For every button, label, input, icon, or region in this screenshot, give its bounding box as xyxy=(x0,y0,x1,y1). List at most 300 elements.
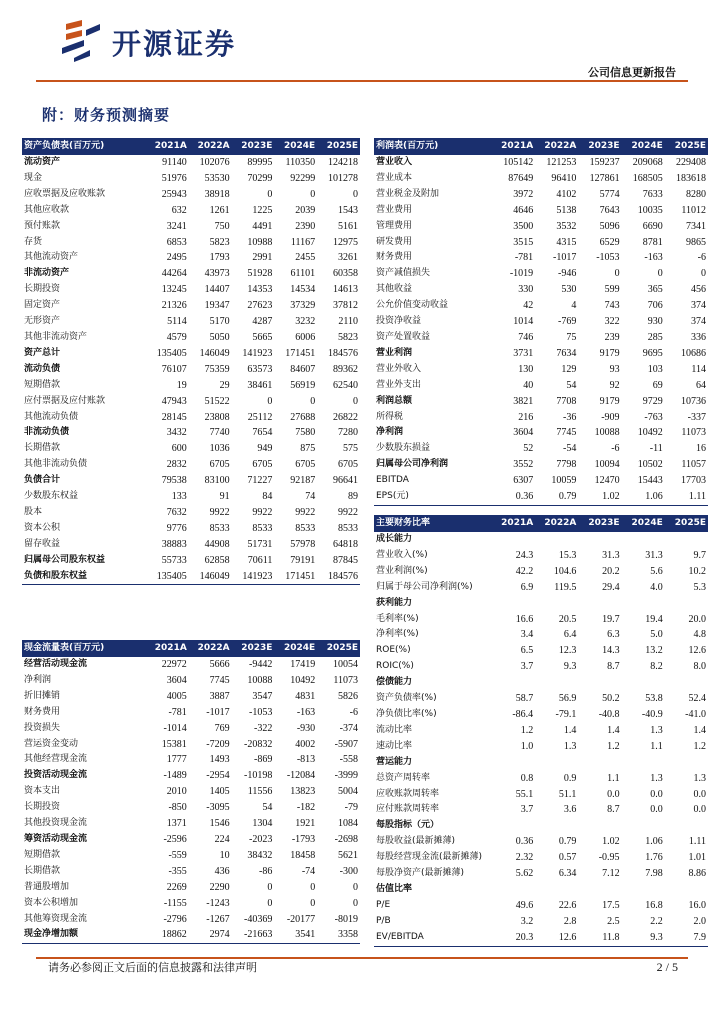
table-row xyxy=(22,394,360,410)
table-row xyxy=(374,250,708,266)
cell-value: 0 xyxy=(310,188,316,200)
table-row xyxy=(374,659,708,675)
cell-value: 9776 xyxy=(166,522,187,534)
table-header-row xyxy=(374,138,708,155)
table-row xyxy=(22,505,360,521)
cell-value: 141923 xyxy=(242,347,273,359)
cell-value: -322 xyxy=(254,722,273,734)
cell-value: 38432 xyxy=(247,849,273,861)
cell-value: 1.4 xyxy=(563,724,577,736)
cell-value: 146049 xyxy=(189,569,232,585)
cell-value: 101278 xyxy=(328,172,358,184)
cell-value: 4002 xyxy=(295,738,316,750)
row-label: 固定资产 xyxy=(24,300,61,311)
cell-value: -12084 xyxy=(286,770,316,782)
cell-value: 12470 xyxy=(594,475,620,487)
cell-value: 89995 xyxy=(247,157,273,168)
cell-value: 5170 xyxy=(209,316,230,328)
table-row xyxy=(22,346,360,362)
cell-value: 0.0 xyxy=(650,804,663,816)
cell-value: 10492 xyxy=(290,674,316,686)
cell-value: 12.3 xyxy=(558,645,577,657)
cell-value: 1.02 xyxy=(578,489,621,505)
table-row xyxy=(374,930,708,946)
cell-value: 2495 xyxy=(166,252,187,264)
row-label: 资产减值损失 xyxy=(376,268,431,279)
row-label: 资本公积增加 xyxy=(24,897,79,908)
table-header-row xyxy=(22,138,360,155)
cell-value: 7.9 xyxy=(665,930,708,946)
cell-value: -86 xyxy=(259,865,273,877)
cell-value: 1777 xyxy=(166,754,187,766)
row-label: 存货 xyxy=(24,236,43,247)
cell-value: 7708 xyxy=(556,395,577,407)
cell-value: 87649 xyxy=(508,172,534,184)
cell-value: 7654 xyxy=(252,427,273,439)
table-row xyxy=(22,314,360,330)
cell-value: 1371 xyxy=(166,818,187,830)
table-title: 资产负债表(百万元) xyxy=(22,138,146,155)
cell-value: 456 xyxy=(691,284,706,296)
cell-value: 38918 xyxy=(204,188,230,200)
row-label: 资产处置收益 xyxy=(376,331,431,342)
cell-value: 51928 xyxy=(247,268,273,280)
row-label: 长期借款 xyxy=(24,865,61,876)
cell-value: 7632 xyxy=(166,506,187,518)
cell-value: 75 xyxy=(566,331,577,343)
year-header: 2023E xyxy=(232,640,275,657)
row-label: 非流动负债 xyxy=(24,427,70,438)
row-label: 营业利润 xyxy=(376,347,413,358)
cell-value: 2039 xyxy=(295,204,316,216)
row-label: 短期借款 xyxy=(24,379,61,390)
cell-value: 6705 xyxy=(209,459,230,471)
cell-value xyxy=(492,755,535,771)
cell-value: 1921 xyxy=(295,818,316,830)
cell-value: 322 xyxy=(604,316,620,328)
cell-value: 2290 xyxy=(209,881,230,893)
cell-value: 79538 xyxy=(161,475,187,487)
cell-value: 27623 xyxy=(247,300,273,312)
cell-value: 3515 xyxy=(513,236,534,248)
cell-value: -0.95 xyxy=(598,852,620,864)
table-row xyxy=(374,866,708,882)
cell-value: 1261 xyxy=(209,204,230,216)
cell-value: 5096 xyxy=(599,220,620,232)
cell-value: 3241 xyxy=(166,220,187,232)
cell-value: 84607 xyxy=(290,363,316,375)
cell-value: 6006 xyxy=(295,331,316,343)
row-label: 应付账款周转率 xyxy=(376,804,440,815)
cell-value: 3604 xyxy=(513,427,534,439)
cell-value: 2269 xyxy=(166,881,187,893)
year-header: 2025E xyxy=(665,515,708,532)
row-label: 营业税金及附加 xyxy=(376,188,440,199)
row-label: EPS(元) xyxy=(374,489,492,505)
cell-value: 6.5 xyxy=(520,645,534,657)
cell-value: -3095 xyxy=(206,802,230,814)
cell-value: 14534 xyxy=(290,284,316,296)
row-label: 每股收益(最新摊薄) xyxy=(376,836,456,847)
cell-value xyxy=(578,532,621,548)
cell-value: 135405 xyxy=(146,569,189,585)
table-row xyxy=(22,171,360,187)
cell-value: 3.7 xyxy=(520,804,534,816)
table-row xyxy=(374,627,708,643)
cell-value: 3552 xyxy=(513,459,534,471)
row-label: 股本 xyxy=(24,506,43,517)
cell-value: -930 xyxy=(296,722,316,734)
cell-value: 16.6 xyxy=(515,613,534,625)
cell-value: 1.02 xyxy=(602,836,620,848)
cell-value: 4.8 xyxy=(693,629,706,641)
table-row xyxy=(374,457,708,473)
cell-value: 0 xyxy=(353,395,358,407)
cell-value: -2698 xyxy=(334,833,358,845)
cell-value: 374 xyxy=(691,316,706,328)
cell-value xyxy=(665,596,708,612)
cell-value: 10035 xyxy=(637,204,663,216)
cell-value: 2010 xyxy=(166,786,187,798)
cell-value: 130 xyxy=(518,363,534,375)
cell-value: -7209 xyxy=(206,738,230,750)
cell-value: 2974 xyxy=(189,927,232,943)
row-label: 其他非流动负债 xyxy=(24,459,88,470)
row-label: 筹资活动现金流 xyxy=(24,833,88,844)
table-row xyxy=(22,425,360,441)
cell-value: 9922 xyxy=(295,506,316,518)
cell-value: 8.2 xyxy=(650,661,663,673)
cell-value: 146049 xyxy=(199,347,230,359)
logo-text: 开源证券 xyxy=(112,27,237,61)
table-row xyxy=(22,800,360,816)
cell-value: 26822 xyxy=(333,411,358,423)
table-row xyxy=(374,219,708,235)
cell-value: 1.2 xyxy=(693,740,706,752)
cell-value: 75359 xyxy=(204,363,230,375)
year-header: 2023E xyxy=(578,138,621,155)
cell-value: 0 xyxy=(353,897,358,909)
year-header: 2022A xyxy=(535,515,578,532)
cell-value: 4287 xyxy=(252,316,273,328)
cell-value: 54 xyxy=(262,802,273,814)
row-label: 长期投资 xyxy=(24,284,61,295)
cell-value: 9729 xyxy=(642,395,663,407)
cell-value: 0.36 xyxy=(492,489,535,505)
cell-value xyxy=(492,596,535,612)
cell-value: 184576 xyxy=(317,569,360,585)
cell-value: 0 xyxy=(267,188,273,200)
table-row xyxy=(374,489,708,505)
row-label: P/E xyxy=(376,899,391,910)
row-label: 利润总额 xyxy=(376,395,413,406)
cell-value: 96641 xyxy=(333,475,358,487)
table-row xyxy=(374,473,708,489)
table-row xyxy=(22,896,360,912)
cell-value: 124218 xyxy=(328,157,358,168)
cell-value xyxy=(578,675,621,691)
cell-value: 19 xyxy=(176,379,187,391)
cell-value: 92299 xyxy=(290,172,316,184)
table-row xyxy=(22,282,360,298)
cell-value: 0.79 xyxy=(558,836,577,848)
cell-value: 7341 xyxy=(686,220,706,232)
year-header: 2022A xyxy=(535,138,578,155)
cell-value: 2390 xyxy=(295,220,316,232)
cell-value: 10736 xyxy=(681,395,706,407)
row-label: 预付账款 xyxy=(24,220,61,231)
cell-value: 70611 xyxy=(247,554,273,566)
cell-value: 14407 xyxy=(204,284,230,296)
cell-value: 285 xyxy=(647,331,663,343)
cell-value: 949 xyxy=(257,443,273,455)
row-label: 营业外收入 xyxy=(376,363,422,374)
row-label: 其他筹资现金流 xyxy=(24,913,88,924)
row-label: 营业收入 xyxy=(376,157,413,167)
row-label: 营业利润(%) xyxy=(376,565,428,576)
cell-value: 0 xyxy=(657,268,663,280)
cell-value: 336 xyxy=(691,331,706,343)
row-label: 非流动资产 xyxy=(24,268,70,279)
cell-value: 875 xyxy=(300,443,316,455)
cell-value: 84 xyxy=(262,491,273,503)
cell-value: 1084 xyxy=(338,818,358,830)
cell-value: -54 xyxy=(563,443,577,455)
row-label: 研发费用 xyxy=(376,236,413,247)
cell-value: 18862 xyxy=(146,927,189,943)
row-label: 投资活动现金流 xyxy=(24,770,88,781)
cell-value: 56919 xyxy=(290,379,316,391)
row-label: 少数股东权益 xyxy=(24,491,79,502)
cell-value: 37812 xyxy=(333,300,358,312)
cell-value: -1017 xyxy=(553,252,577,264)
table-row xyxy=(22,235,360,251)
cell-value: 1014 xyxy=(513,316,534,328)
row-label: 营业外支出 xyxy=(376,379,422,390)
cell-value: 7798 xyxy=(556,459,577,471)
table-row xyxy=(374,771,708,787)
row-label: 营业收入(%) xyxy=(376,549,428,560)
cell-value: 38461 xyxy=(247,379,273,391)
cell-value: 374 xyxy=(691,300,706,312)
cell-value: 18458 xyxy=(290,849,316,861)
table-row xyxy=(22,362,360,378)
cell-value: 4005 xyxy=(166,690,187,702)
cell-value: 44264 xyxy=(161,268,187,280)
row-label: 长期投资 xyxy=(24,802,61,813)
table-row xyxy=(374,755,708,771)
cell-value: 1.06 xyxy=(622,489,665,505)
cell-value: 9922 xyxy=(252,506,273,518)
row-label: 普通股增加 xyxy=(24,881,70,892)
cell-value: 7745 xyxy=(209,674,230,686)
cell-value: 10492 xyxy=(637,427,663,439)
cell-value: 14.3 xyxy=(602,645,620,657)
row-label: 无形资产 xyxy=(24,316,61,327)
year-header: 2023E xyxy=(232,138,275,155)
cell-value: 63573 xyxy=(247,363,273,375)
cell-value: -1267 xyxy=(206,913,230,925)
cell-value: -1793 xyxy=(291,833,316,845)
cell-value: -41.0 xyxy=(685,708,706,720)
cell-value: 3731 xyxy=(513,347,534,359)
table-row xyxy=(374,282,708,298)
cell-value: 31.3 xyxy=(645,549,663,561)
year-header: 2022A xyxy=(189,640,232,657)
cell-value: 1036 xyxy=(209,443,230,455)
cell-value: 706 xyxy=(647,300,663,312)
cell-value: 29 xyxy=(219,379,230,391)
cell-value xyxy=(492,532,535,548)
cell-value: -20177 xyxy=(286,913,316,925)
cell-value: 55733 xyxy=(161,554,187,566)
cell-value: -2023 xyxy=(249,833,273,845)
cell-value: 114 xyxy=(691,363,706,375)
balance-sheet-table xyxy=(22,138,360,585)
table-row xyxy=(374,802,708,818)
cell-value: 2110 xyxy=(338,316,358,328)
cell-value: 10686 xyxy=(681,347,706,359)
row-label: 归属母公司净利润 xyxy=(376,459,449,470)
cell-value: 15381 xyxy=(161,738,187,750)
cell-value: 8.0 xyxy=(693,661,706,673)
table-row xyxy=(374,723,708,739)
year-header: 2025E xyxy=(317,640,360,657)
row-label: 负债合计 xyxy=(24,475,61,486)
cell-value: 0 xyxy=(267,897,273,909)
table-row xyxy=(374,266,708,282)
table-title: 利润表(百万元) xyxy=(374,138,492,155)
table-row xyxy=(374,850,708,866)
cell-value: 575 xyxy=(343,443,358,455)
cell-value: -3999 xyxy=(334,770,358,782)
cell-value: 12.6 xyxy=(688,645,706,657)
row-label: 财务费用 xyxy=(24,706,61,717)
cell-value: 6705 xyxy=(295,459,316,471)
table-row xyxy=(374,643,708,659)
cell-value: 89362 xyxy=(333,363,358,375)
row-label: 短期借款 xyxy=(24,849,61,860)
row-label: EV/EBITDA xyxy=(374,930,492,946)
cell-value: 55.1 xyxy=(515,788,534,800)
cell-value: 17703 xyxy=(681,475,706,487)
cell-value: 25112 xyxy=(247,411,273,423)
cell-value: 0 xyxy=(353,881,358,893)
cell-value: 6.3 xyxy=(607,629,620,641)
cell-value xyxy=(578,818,621,834)
cell-value: 24.3 xyxy=(515,549,534,561)
cell-value: 7745 xyxy=(556,427,577,439)
cell-value: 16.8 xyxy=(645,899,663,911)
table-row xyxy=(374,548,708,564)
cell-value xyxy=(535,755,578,771)
cell-value: 103 xyxy=(647,363,663,375)
table-row xyxy=(22,489,360,505)
table-row xyxy=(374,914,708,930)
cell-value: 2.8 xyxy=(563,915,577,927)
cell-value: 4.0 xyxy=(650,581,663,593)
cell-value: 93 xyxy=(609,363,620,375)
table-row xyxy=(374,834,708,850)
cell-value xyxy=(622,755,665,771)
cell-value: 50.2 xyxy=(602,693,620,705)
cell-value: 4 xyxy=(571,300,577,312)
cell-value: 1304 xyxy=(252,818,273,830)
year-header: 2024E xyxy=(622,515,665,532)
cell-value: -2954 xyxy=(206,770,230,782)
cell-value: 1405 xyxy=(209,786,230,798)
row-label: 其他非流动资产 xyxy=(24,331,88,342)
cell-value: 71227 xyxy=(247,475,273,487)
table-row xyxy=(374,394,708,410)
cell-value: -1017 xyxy=(206,706,230,718)
table-row xyxy=(374,425,708,441)
cell-value: 10088 xyxy=(247,674,273,686)
cell-value: 21326 xyxy=(161,300,187,312)
cell-value: 5.6 xyxy=(650,565,663,577)
table-row xyxy=(22,689,360,705)
row-label: 折旧摊销 xyxy=(24,690,61,701)
row-label: 公允价值变动收益 xyxy=(376,300,449,311)
cell-value: 23808 xyxy=(204,411,230,423)
cell-value xyxy=(535,818,578,834)
cell-value: 600 xyxy=(171,443,187,455)
cell-value xyxy=(665,882,708,898)
table-row xyxy=(22,473,360,489)
row-label: P/B xyxy=(376,915,391,926)
cell-value: 5666 xyxy=(209,659,230,670)
cell-value: -355 xyxy=(168,865,187,877)
cell-value: 1493 xyxy=(209,754,230,766)
row-label: 每股净资产(最新摊薄) xyxy=(376,868,465,879)
cell-value: 1.3 xyxy=(693,772,706,784)
cell-value: 5826 xyxy=(338,690,358,702)
table-row xyxy=(374,564,708,580)
cell-value: 3.4 xyxy=(520,629,534,641)
cell-value: 0.57 xyxy=(558,852,577,864)
cell-value: 19.7 xyxy=(602,613,620,625)
row-label: 净利率(%) xyxy=(376,629,419,640)
row-label: 现金净增加额 xyxy=(22,927,146,943)
row-label: 资产总计 xyxy=(24,347,61,358)
cell-value xyxy=(578,882,621,898)
cell-value: 0.9 xyxy=(563,772,577,784)
table-title: 现金流量表(百万元) xyxy=(22,640,146,657)
cell-value: -182 xyxy=(296,802,316,814)
cell-value: 5050 xyxy=(209,331,230,343)
table-row xyxy=(374,314,708,330)
cell-value: 22972 xyxy=(161,659,187,670)
row-label: 毛利率(%) xyxy=(376,613,419,624)
cell-value: 4646 xyxy=(513,204,534,216)
cell-value: 51522 xyxy=(204,395,230,407)
cell-value: 51731 xyxy=(247,538,273,550)
cell-value: 43973 xyxy=(204,268,230,280)
section-title: 附：财务预测摘要 xyxy=(42,106,171,124)
cell-value: 10502 xyxy=(637,459,663,471)
cell-value: -813 xyxy=(296,754,316,766)
cell-value: 1.4 xyxy=(693,724,706,736)
cell-value: 10088 xyxy=(594,427,620,439)
table-row xyxy=(22,737,360,753)
table-header-row xyxy=(22,640,360,657)
row-label: 净利润 xyxy=(24,674,52,685)
cell-value: 10 xyxy=(219,849,230,861)
cell-value: 1225 xyxy=(252,204,273,216)
cell-value xyxy=(535,532,578,548)
table-row xyxy=(374,532,708,548)
cell-value: 239 xyxy=(604,331,620,343)
